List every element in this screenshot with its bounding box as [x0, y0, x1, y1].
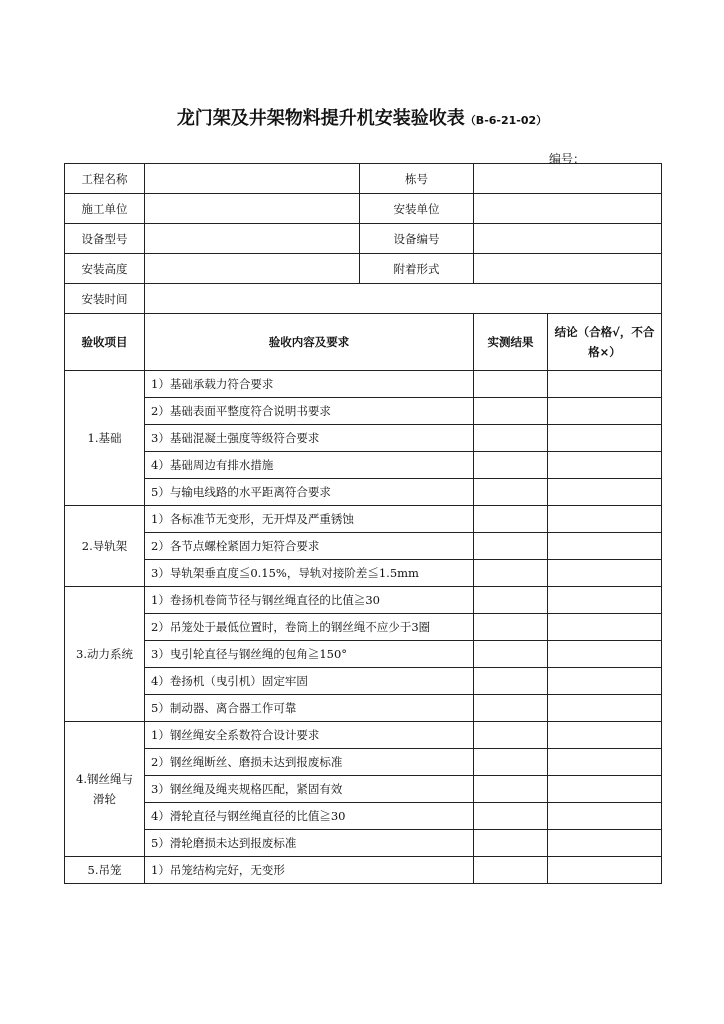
conclusion-cell[interactable] — [548, 398, 662, 425]
acceptance-table — [64, 163, 662, 884]
info-label: 安装高度 — [65, 254, 145, 284]
requirement-text: 5）制动器、离合器工作可靠 — [145, 695, 474, 722]
table-row — [65, 452, 662, 479]
table-row — [65, 614, 662, 641]
measured-result-cell[interactable] — [474, 533, 548, 560]
requirement-text: 3）导轨架垂直度≦0.15%，导轨对接阶差≦1.5mm — [145, 560, 474, 587]
measured-result-cell[interactable] — [474, 857, 548, 884]
requirement-text: 2）基础表面平整度符合说明书要求 — [145, 398, 474, 425]
requirement-text: 3）曳引轮直径与钢丝绳的包角≧150° — [145, 641, 474, 668]
requirement-text: 1）卷扬机卷筒节径与钢丝绳直径的比值≧30 — [145, 587, 474, 614]
conclusion-cell[interactable] — [548, 614, 662, 641]
table-row — [65, 587, 662, 614]
info-label: 施工单位 — [65, 194, 145, 224]
measured-result-cell[interactable] — [474, 722, 548, 749]
serial-number-label: 编号： — [549, 152, 586, 166]
measured-result-cell[interactable] — [474, 614, 548, 641]
installation-height-field[interactable] — [145, 254, 360, 284]
header-conclusion: 结论（合格√，不合格×） — [548, 314, 662, 371]
conclusion-cell[interactable] — [548, 830, 662, 857]
section-name: 4.钢丝绳与滑轮 — [65, 722, 145, 857]
conclusion-cell[interactable] — [548, 803, 662, 830]
info-label: 栋号 — [360, 164, 474, 194]
table-row — [65, 506, 662, 533]
conclusion-cell[interactable] — [548, 668, 662, 695]
installation-unit-field[interactable] — [474, 194, 662, 224]
info-label: 安装时间 — [65, 284, 145, 314]
conclusion-cell[interactable] — [548, 533, 662, 560]
table-row — [65, 425, 662, 452]
header-row — [65, 314, 662, 371]
section-name: 5.吊笼 — [65, 857, 145, 884]
conclusion-cell[interactable] — [548, 371, 662, 398]
measured-result-cell[interactable] — [474, 560, 548, 587]
table-row — [65, 803, 662, 830]
conclusion-cell[interactable] — [548, 452, 662, 479]
attachment-form-field[interactable] — [474, 254, 662, 284]
measured-result-cell[interactable] — [474, 479, 548, 506]
info-row — [65, 164, 662, 194]
measured-result-cell[interactable] — [474, 587, 548, 614]
table-row — [65, 722, 662, 749]
info-row — [65, 224, 662, 254]
measured-result-cell[interactable] — [474, 452, 548, 479]
table-row — [65, 641, 662, 668]
info-label: 设备型号 — [65, 224, 145, 254]
measured-result-cell[interactable] — [474, 398, 548, 425]
measured-result-cell[interactable] — [474, 695, 548, 722]
requirement-text: 3）基础混凝土强度等级符合要求 — [145, 425, 474, 452]
conclusion-cell[interactable] — [548, 722, 662, 749]
measured-result-cell[interactable] — [474, 668, 548, 695]
equipment-number-field[interactable] — [474, 224, 662, 254]
table-row — [65, 371, 662, 398]
sections-body — [65, 371, 662, 884]
measured-result-cell[interactable] — [474, 371, 548, 398]
construction-unit-field[interactable] — [145, 194, 360, 224]
header-content: 验收内容及要求 — [145, 314, 474, 371]
table-row — [65, 533, 662, 560]
form-title — [0, 104, 724, 130]
requirement-text: 1）基础承载力符合要求 — [145, 371, 474, 398]
form-code: （B-6-21-02） — [464, 114, 548, 127]
title-text: 龙门架及井架物料提升机安装验收表 — [176, 108, 465, 129]
header-result: 实测结果 — [474, 314, 548, 371]
info-row — [65, 254, 662, 284]
building-number-field[interactable] — [474, 164, 662, 194]
measured-result-cell[interactable] — [474, 506, 548, 533]
measured-result-cell[interactable] — [474, 425, 548, 452]
conclusion-cell[interactable] — [548, 749, 662, 776]
requirement-text: 2）各节点螺栓紧固力矩符合要求 — [145, 533, 474, 560]
table-row — [65, 776, 662, 803]
table-row — [65, 830, 662, 857]
conclusion-cell[interactable] — [548, 641, 662, 668]
measured-result-cell[interactable] — [474, 641, 548, 668]
requirement-text: 2）钢丝绳断丝、磨损未达到报废标准 — [145, 749, 474, 776]
table-row — [65, 560, 662, 587]
measured-result-cell[interactable] — [474, 749, 548, 776]
measured-result-cell[interactable] — [474, 803, 548, 830]
table-row — [65, 398, 662, 425]
table-row — [65, 695, 662, 722]
conclusion-cell[interactable] — [548, 560, 662, 587]
header-item: 验收项目 — [65, 314, 145, 371]
conclusion-cell[interactable] — [548, 506, 662, 533]
conclusion-cell[interactable] — [548, 587, 662, 614]
equipment-model-field[interactable] — [145, 224, 360, 254]
requirement-text: 5）滑轮磨损未达到报废标准 — [145, 830, 474, 857]
info-row — [65, 194, 662, 224]
requirement-text: 4）基础周边有排水措施 — [145, 452, 474, 479]
info-label: 工程名称 — [65, 164, 145, 194]
conclusion-cell[interactable] — [548, 479, 662, 506]
section-name: 2.导轨架 — [65, 506, 145, 587]
conclusion-cell[interactable] — [548, 425, 662, 452]
info-label: 设备编号 — [360, 224, 474, 254]
requirement-text: 1）吊笼结构完好，无变形 — [145, 857, 474, 884]
measured-result-cell[interactable] — [474, 776, 548, 803]
measured-result-cell[interactable] — [474, 830, 548, 857]
info-label: 附着形式 — [360, 254, 474, 284]
requirement-text: 1）各标准节无变形，无开焊及严重锈蚀 — [145, 506, 474, 533]
section-name: 1.基础 — [65, 371, 145, 506]
table-row — [65, 749, 662, 776]
project-name-field[interactable] — [145, 164, 360, 194]
requirement-text: 1）钢丝绳安全系数符合设计要求 — [145, 722, 474, 749]
section-name: 3.动力系统 — [65, 587, 145, 722]
installation-time-field[interactable] — [145, 284, 662, 314]
table-row — [65, 479, 662, 506]
table-row — [65, 857, 662, 884]
info-row — [65, 284, 662, 314]
conclusion-cell[interactable] — [548, 776, 662, 803]
conclusion-cell[interactable] — [548, 857, 662, 884]
info-label: 安装单位 — [360, 194, 474, 224]
requirement-text: 3）钢丝绳及绳夹规格匹配，紧固有效 — [145, 776, 474, 803]
conclusion-cell[interactable] — [548, 695, 662, 722]
requirement-text: 2）吊笼处于最低位置时，卷筒上的钢丝绳不应少于3圈 — [145, 614, 474, 641]
table-row — [65, 668, 662, 695]
requirement-text: 4）滑轮直径与钢丝绳直径的比值≧30 — [145, 803, 474, 830]
requirement-text: 5）与输电线路的水平距离符合要求 — [145, 479, 474, 506]
requirement-text: 4）卷扬机（曳引机）固定牢固 — [145, 668, 474, 695]
